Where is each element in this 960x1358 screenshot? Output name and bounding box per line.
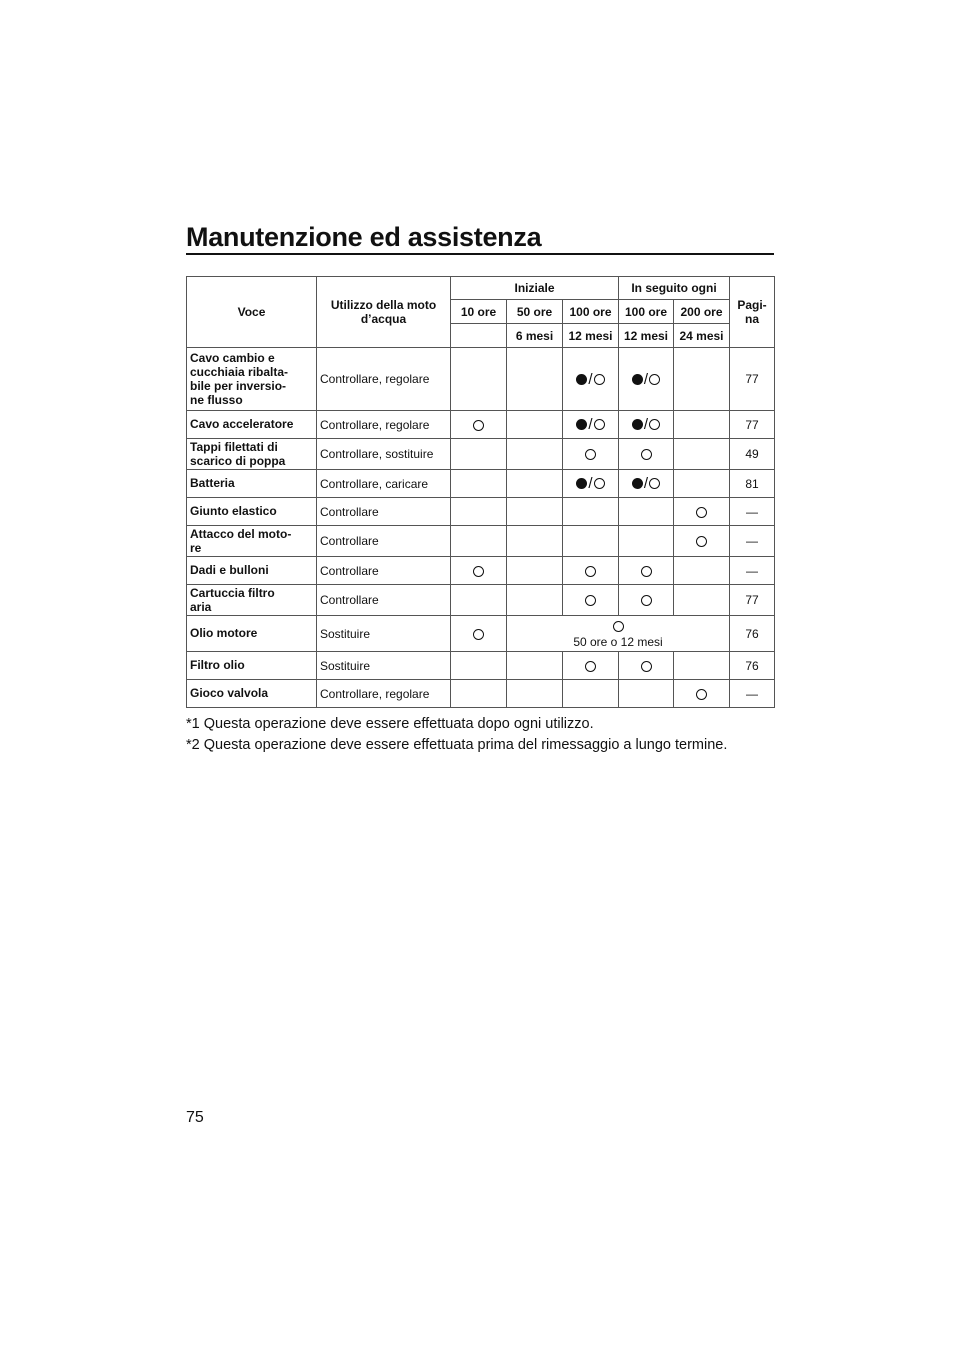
- item-name: Tappi filettati di scarico di poppa: [187, 439, 317, 470]
- item-action: Sostituire: [317, 652, 451, 680]
- slash-icon: /: [588, 370, 593, 388]
- interval-cell: [674, 498, 730, 526]
- check-circle-icon: [649, 419, 660, 430]
- footnote-2: *2 Questa operazione deve essere effettuata prima del rimessaggio a lungo termine.: [186, 737, 728, 753]
- slash-icon: /: [643, 475, 649, 493]
- slash-icon: /: [643, 370, 649, 388]
- check-circle-icon: [473, 566, 484, 577]
- interval-cell: [674, 680, 730, 708]
- slash-icon: /: [643, 416, 649, 434]
- header-in-seguito: In seguito ogni: [619, 277, 730, 300]
- item-action: Controllare, sostituire: [317, 439, 451, 470]
- header-month: 12 mesi: [619, 324, 674, 348]
- header-interval: 100 ore: [563, 300, 619, 324]
- filled-dot-icon: [576, 419, 587, 430]
- item-action: Controllare: [317, 585, 451, 616]
- table-row: [187, 411, 775, 439]
- page-reference: —: [730, 498, 775, 526]
- interval-cell: [507, 680, 563, 708]
- page-reference: 49: [730, 439, 775, 470]
- slash-icon: /: [588, 416, 593, 434]
- interval-cell: [451, 652, 507, 680]
- check-circle-icon: [585, 595, 596, 606]
- interval-cell: [451, 348, 507, 411]
- interval-cell: [507, 439, 563, 470]
- filled-dot-icon: [632, 478, 643, 489]
- interval-cell: [619, 348, 674, 411]
- check-circle-icon: [594, 478, 605, 489]
- page-reference: —: [730, 526, 775, 557]
- check-circle-icon: [613, 621, 624, 632]
- interval-cell: [507, 470, 563, 498]
- interval-cell: [563, 439, 619, 470]
- item-name: Batteria: [187, 470, 317, 498]
- item-name: Cartuccia filtro aria: [187, 585, 317, 616]
- interval-cell: [674, 411, 730, 439]
- header-interval: 200 ore: [674, 300, 730, 324]
- footnote-1: *1 Questa operazione deve essere effettuata dopo ogni utilizzo.: [186, 716, 594, 732]
- page-title: Manutenzione ed assistenza: [186, 222, 542, 252]
- interval-cell: [563, 411, 619, 439]
- interval-cell: [563, 557, 619, 585]
- table-row: [187, 616, 775, 652]
- item-action: Controllare, caricare: [317, 470, 451, 498]
- table-row: [187, 585, 775, 616]
- interval-cell: [563, 498, 619, 526]
- page-reference: 77: [730, 585, 775, 616]
- filled-dot-icon: [576, 478, 587, 489]
- header-month: [451, 324, 507, 348]
- check-circle-icon: [696, 536, 707, 547]
- header-interval: 50 ore: [507, 300, 563, 324]
- table-row: [187, 652, 775, 680]
- interval-cell: [507, 526, 563, 557]
- interval-cell: [451, 470, 507, 498]
- interval-cell: [507, 348, 563, 411]
- page-reference: 81: [730, 470, 775, 498]
- page-reference: 76: [730, 652, 775, 680]
- item-action: Controllare, regolare: [317, 348, 451, 411]
- interval-cell: [563, 526, 619, 557]
- item-name: Cavo acceleratore: [187, 411, 317, 439]
- header-month: 24 mesi: [674, 324, 730, 348]
- check-circle-icon: [641, 661, 652, 672]
- check-circle-icon: [473, 629, 484, 640]
- item-action: Controllare, regolare: [317, 411, 451, 439]
- interval-cell: [619, 680, 674, 708]
- header-interval: 100 ore: [619, 300, 674, 324]
- interval-cell: [451, 585, 507, 616]
- interval-cell: [451, 411, 507, 439]
- item-name: Dadi e bulloni: [187, 557, 317, 585]
- table-row: [187, 470, 775, 498]
- header-iniziale: Iniziale: [451, 277, 619, 300]
- interval-cell: [674, 526, 730, 557]
- interval-cell: [563, 348, 619, 411]
- interval-cell: [619, 470, 674, 498]
- table-row: [187, 439, 775, 470]
- header-pagina: Pagi- na: [730, 277, 775, 348]
- item-action: Controllare: [317, 557, 451, 585]
- check-circle-icon: [585, 661, 596, 672]
- item-name: Filtro olio: [187, 652, 317, 680]
- check-circle-icon: [641, 595, 652, 606]
- interval-cell: [563, 680, 619, 708]
- table-row: [187, 498, 775, 526]
- interval-cell-merged: [507, 616, 730, 652]
- title-rule: [186, 253, 774, 255]
- table-body: [187, 348, 775, 708]
- item-name: Olio motore: [187, 616, 317, 652]
- interval-note: 50 ore o 12 mesi: [573, 634, 663, 649]
- table-row: [187, 557, 775, 585]
- filled-dot-icon: [576, 374, 587, 385]
- interval-cell: [451, 526, 507, 557]
- header-month: 6 mesi: [507, 324, 563, 348]
- interval-cell: [451, 616, 507, 652]
- interval-cell: [563, 585, 619, 616]
- interval-cell: [451, 439, 507, 470]
- interval-cell: [674, 439, 730, 470]
- check-circle-icon: [585, 566, 596, 577]
- interval-cell: [563, 470, 619, 498]
- interval-cell: [563, 652, 619, 680]
- check-circle-icon: [594, 419, 605, 430]
- check-circle-icon: [649, 478, 660, 489]
- interval-cell: [674, 652, 730, 680]
- interval-cell: [674, 585, 730, 616]
- interval-cell: [674, 557, 730, 585]
- interval-cell: [451, 498, 507, 526]
- check-circle-icon: [641, 566, 652, 577]
- interval-cell: [507, 585, 563, 616]
- item-action: Sostituire: [317, 616, 451, 652]
- check-circle-icon: [696, 689, 707, 700]
- header-voce: Voce: [187, 277, 317, 348]
- item-action: Controllare: [317, 526, 451, 557]
- page-reference: —: [730, 680, 775, 708]
- page-reference: 76: [730, 616, 775, 652]
- interval-cell: [507, 411, 563, 439]
- interval-cell: [451, 680, 507, 708]
- item-name: Giunto elastico: [187, 498, 317, 526]
- item-name: Gioco valvola: [187, 680, 317, 708]
- check-circle-icon: [585, 449, 596, 460]
- interval-cell: [619, 557, 674, 585]
- interval-cell: [674, 470, 730, 498]
- page-reference: 77: [730, 411, 775, 439]
- page-reference: 77: [730, 348, 775, 411]
- page-number: 75: [186, 1109, 204, 1126]
- check-circle-icon: [594, 374, 605, 385]
- check-circle-icon: [649, 374, 660, 385]
- item-action: Controllare: [317, 498, 451, 526]
- interval-cell: [619, 498, 674, 526]
- slash-icon: /: [588, 475, 593, 493]
- table-row: [187, 526, 775, 557]
- interval-cell: [619, 652, 674, 680]
- maintenance-table: [186, 276, 775, 708]
- interval-cell: [619, 439, 674, 470]
- filled-dot-icon: [632, 374, 643, 385]
- page-reference: —: [730, 557, 775, 585]
- interval-cell: [619, 585, 674, 616]
- item-action: Controllare, regolare: [317, 680, 451, 708]
- interval-cell: [619, 526, 674, 557]
- item-name: Cavo cambio e cucchiaia ribalta- bile per inversio- ne flusso: [187, 348, 317, 411]
- interval-cell: [507, 557, 563, 585]
- interval-cell: [619, 411, 674, 439]
- check-circle-icon: [641, 449, 652, 460]
- check-circle-icon: [473, 420, 484, 431]
- header-utilizzo: Utilizzo della moto d’acqua: [317, 277, 451, 348]
- item-name: Attacco del moto- re: [187, 526, 317, 557]
- interval-cell: [451, 557, 507, 585]
- check-circle-icon: [696, 507, 707, 518]
- header-interval: 10 ore: [451, 300, 507, 324]
- interval-cell: [507, 498, 563, 526]
- filled-dot-icon: [632, 419, 643, 430]
- table-row: [187, 680, 775, 708]
- interval-cell: [674, 348, 730, 411]
- interval-cell: [507, 652, 563, 680]
- table-row: [187, 348, 775, 411]
- header-month: 12 mesi: [563, 324, 619, 348]
